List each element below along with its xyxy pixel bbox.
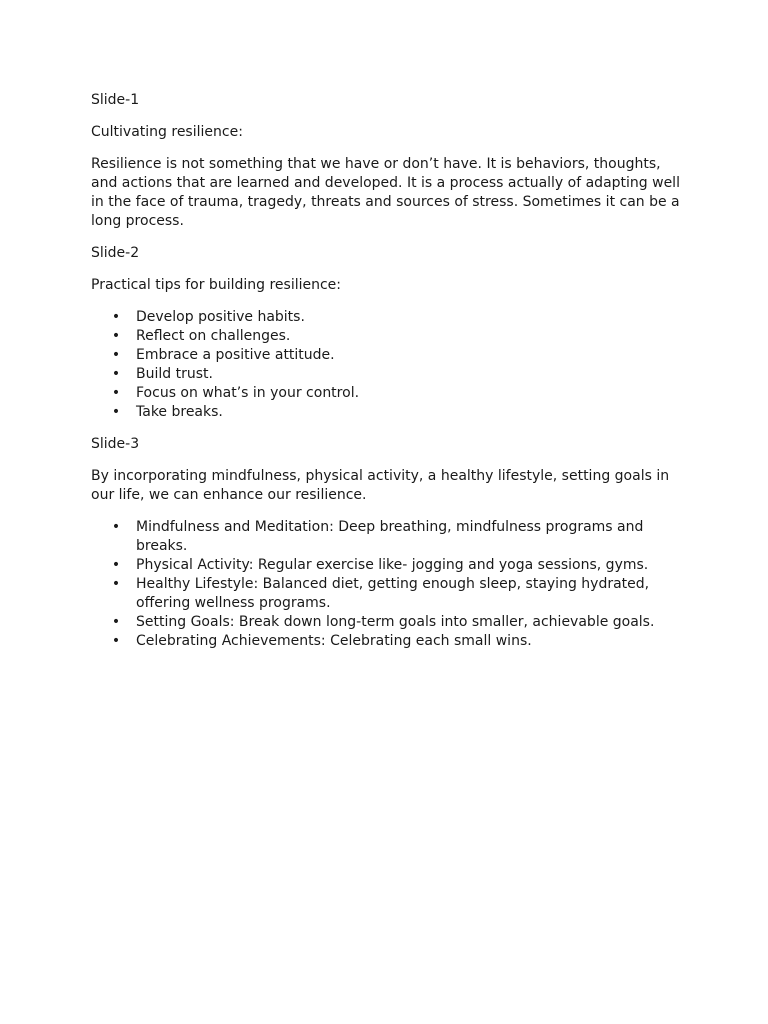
list-item: [91, 327, 681, 346]
slide-3-intro: By incorporating mindfulness, physical activity, a healthy lifestyle, setting goals in our life, we can enhance our resilience.: [91, 468, 670, 503]
list-item: [91, 518, 681, 556]
slide-3-heading: Slide-3: [91, 436, 140, 452]
list-item: [91, 365, 681, 384]
slide-2-heading: Slide-2: [91, 245, 140, 261]
slide-2-title: Practical tips for building resilience:: [91, 277, 341, 293]
list-item-text: Mindfulness and Meditation: Deep breathing, mindfulness programs and breaks.: [136, 519, 644, 554]
list-item-text: Embrace a positive attitude.: [136, 347, 335, 363]
slide-3-practices-list: [91, 518, 681, 651]
list-item: [91, 346, 681, 365]
bullet-icon: •: [111, 519, 121, 535]
bullet-icon: •: [111, 366, 121, 382]
bullet-icon: •: [111, 347, 121, 363]
list-item-text: Take breaks.: [136, 404, 223, 420]
bullet-icon: •: [111, 557, 121, 573]
list-item-text: Develop positive habits.: [136, 309, 305, 325]
list-item-text: Focus on what’s in your control.: [136, 385, 360, 401]
list-item: [91, 403, 681, 422]
list-item-text: Reflect on challenges.: [136, 328, 291, 344]
list-item: [91, 308, 681, 327]
list-item: [91, 575, 681, 613]
list-item-text: Healthy Lifestyle: Balanced diet, getting enough sleep, staying hydrated, offering wellness programs.: [136, 576, 650, 611]
bullet-icon: •: [111, 328, 121, 344]
list-item: [91, 556, 681, 575]
list-item-text: Setting Goals: Break down long-term goals into smaller, achievable goals.: [136, 614, 655, 630]
list-item: [91, 384, 681, 403]
list-item-text: Physical Activity: Regular exercise like- jogging and yoga sessions, gyms.: [136, 557, 649, 573]
slide-2-tips-list: [91, 308, 681, 422]
bullet-icon: •: [111, 633, 121, 649]
bullet-icon: •: [111, 385, 121, 401]
list-item-text: Celebrating Achievements: Celebrating each small wins.: [136, 633, 532, 649]
bullet-icon: •: [111, 576, 121, 592]
bullet-icon: •: [111, 404, 121, 420]
list-item: [91, 613, 681, 632]
document-page: [91, 91, 681, 664]
slide-1-title: Cultivating resilience:: [91, 124, 243, 140]
slide-1-heading: Slide-1: [91, 92, 140, 108]
slide-1-body: Resilience is not something that we have or don’t have. It is behaviors, thoughts, and actions that are learned and developed. It is a process actually of adapting well in the face of trauma, tragedy, threats and sources of stress. Sometimes it can be a long process.: [91, 156, 680, 229]
bullet-icon: •: [111, 309, 121, 325]
bullet-icon: •: [111, 614, 121, 630]
list-item-text: Build trust.: [136, 366, 213, 382]
list-item: [91, 632, 681, 651]
